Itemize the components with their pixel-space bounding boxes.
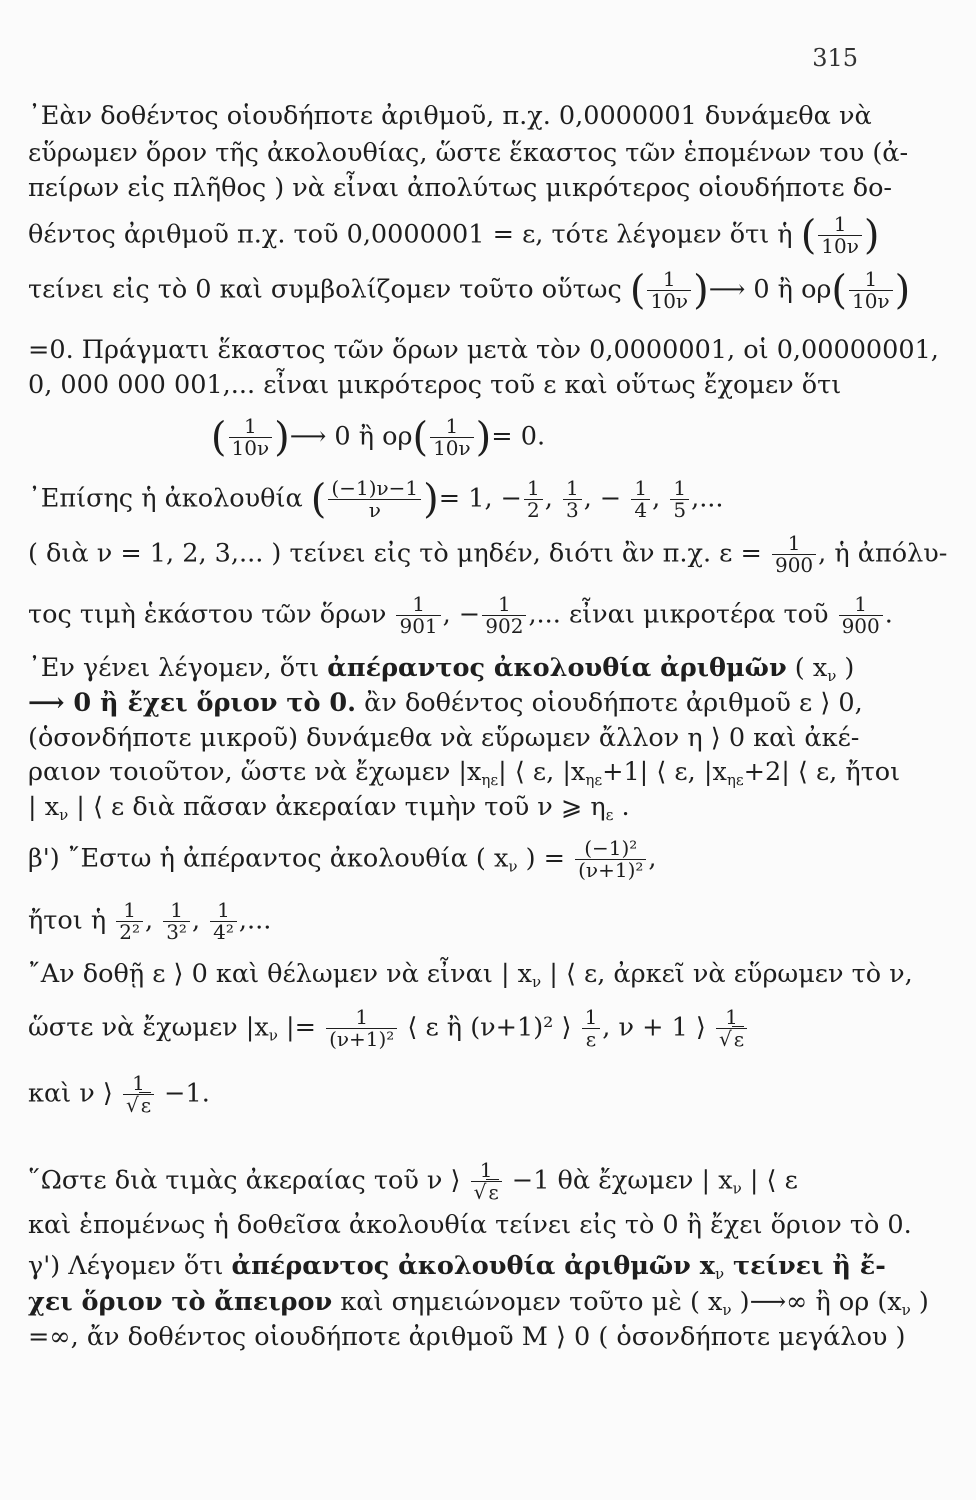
text-line: καὶ ν ⟩ $\frac{1}{√ \varepsilon}$ −1. [28, 1071, 210, 1117]
text-line: =∞, ἄν δοθέντος οἱουδήποτε ἀριθμοῦ M ⟩ 0 ( ὁσονδήποτε μεγάλου ) [28, 1322, 906, 1352]
fraction: $\frac{\text{(−1)²}}{\text{(ν+1)²}}$ [575, 838, 646, 881]
text-line: ᾿Εν γένει λέγομεν, ὅτι ἀπέραντος ἀκολουθία ἀριθμῶν ( $x_\nu$ ) [28, 653, 855, 685]
fraction: $\frac{1}{5}$ [670, 478, 689, 521]
text-line: ᾿Εὰν δοθέντος οἱουδήποτε ἀριθμοῦ, π.χ. 0,0000001 δυνάμεθα νὰ [28, 101, 872, 131]
definition-bold: ἀπέραντος ἀκολουθία ἀριθμῶν x [231, 1251, 715, 1281]
definition-bold: τείνει ἢ ἔ- [724, 1251, 886, 1281]
text-line: εὕρωμεν ὅρον τῆς ἀκολουθίας, ὥστε ἕκαστος τῶν ἑπομένων του (ἀ- [28, 138, 909, 168]
fraction: $\frac{1}{\text{4²}}$ [210, 900, 237, 943]
text-line: καὶ ἑπομένως ἡ δοθεῖσα ἀκολουθία τείνει εἰς τὸ 0 ἢ ἔχει ὅριον τὸ 0. [28, 1210, 912, 1240]
fraction: $\frac{1}{√ \varepsilon}$ [471, 1160, 502, 1203]
formula-line: ( $\frac{1}{10\nu}$ )⟶ 0 ἢ ορ( $\frac{1}{10\nu}$ )= 0. [210, 414, 546, 461]
text-line: ραιον τοιοῦτον, ὥστε νὰ ἔχωμεν $|x_{\eta\varepsilon}|$ ⟨ ε, $|x_{\eta\varepsilon}+1|$ ⟨ ε, $|x_{\eta\varepsilon}+2|$ ⟨ ε, ἤτοι [28, 757, 901, 789]
fraction: $\frac{1}{\text{3²}}$ [163, 900, 190, 943]
fraction: $\frac{1}{10\nu}$ [818, 214, 862, 257]
fraction: $\frac{1}{10\nu}$ [849, 269, 893, 312]
text-line: πείρων εἰς πλῆθος ) νὰ εἶναι ἀπολύτως μικρότερος οἱουδήποτε δο- [28, 173, 893, 203]
text-line: τείνει εἰς τὸ 0 καὶ συμβολίζομεν τοῦτο οὕτως ( $\frac{1}{10\nu}$ )⟶ 0 ἢ ορ( $\frac{1}{10\nu}$ ) [28, 267, 911, 314]
text-line: ὥστε νὰ ἔχωμεν $|x_\nu$ |= $\frac{1}{\text{(ν+1)²}}$ ⟨ ε ἢ (ν+1)² ⟩ $\frac{1}{\varepsilon}$ , ν + 1 ⟩ $\frac{1}{√ \varepsilon}$ [0, 1007, 976, 1050]
fraction: $\frac{1}{√ \varepsilon}$ [123, 1073, 154, 1116]
definition-bold: ⟶ 0 ἢ ἔχει ὅριον τὸ 0. [28, 688, 357, 718]
fraction: $\frac{1}{\text{2²}}$ [116, 900, 143, 943]
page-number: 315 [812, 44, 858, 72]
fraction: $\frac{1}{4}$ [631, 478, 650, 521]
text-line: ᾿Επίσης ἡ ἀκολουθία ( $\frac{(-1)\nu-1}{\nu}$ )= 1, − $\frac{1}{2}$ , $\frac{1}{3}$ , − $\frac{1}{4}$ , $\frac{1}{5}$ ,... [28, 476, 724, 523]
text-line: ( διὰ ν = 1, 2, 3,... ) τείνει εἰς τὸ μηδέν, διότι ἂν π.χ. ε = $\frac{1}{900}$ , ἡ ἀπόλυ- [28, 531, 948, 577]
fraction: $\frac{1}{10\nu}$ [647, 269, 691, 312]
fraction: $\frac{1}{901}$ [396, 594, 440, 637]
fraction: $\frac{1}{10\nu}$ [229, 416, 273, 459]
fraction: $\frac{1}{902}$ [482, 594, 526, 637]
definition-bold: ἀπέραντος ἀκολουθία ἀριθμῶν [327, 653, 787, 683]
fraction: $\frac{(-1)\nu-1}{\nu}$ [328, 478, 421, 521]
text-line: ⟶ 0 ἢ ἔχει ὅριον τὸ 0. ἂν δοθέντος οἱουδήποτε ἀριθμοῦ ε ⟩ 0, [28, 688, 863, 718]
fraction: $\frac{1}{√ \varepsilon}$ [716, 1007, 747, 1050]
fraction: $\frac{1}{2}$ [524, 478, 543, 521]
fraction: $\frac{1}{\text{(ν+1)²}}$ [326, 1007, 397, 1050]
text-line: ῎Αν δοθῇ ε ⟩ 0 καὶ θέλωμεν νὰ εἶναι | $x_\nu$ | ⟨ ε, ἀρκεῖ νὰ εὕρωμεν τὸ ν, [28, 959, 913, 991]
text-line: χει ὅριον τὸ ἄπειρον καὶ σημειώνομεν τοῦτο μὲ ( $x_\nu$ )⟶∞ ἢ ορ ($x_\nu$ ) [28, 1287, 929, 1319]
fraction: $\frac{1}{900}$ [839, 594, 883, 637]
text-line: γ') Λέγομεν ὅτι ἀπέραντος ἀκολουθία ἀριθμῶν $x_\nu$ τείνει ἢ ἔ- [28, 1251, 886, 1283]
text-line: τος τιμὴ ἑκάστου τῶν ὅρων $\frac{1}{901}$ , − $\frac{1}{902}$ ,... εἶναι μικροτέρα τοῦ $\frac{1}{900}$ . [28, 592, 893, 638]
fraction: $\frac{1}{3}$ [563, 478, 582, 521]
text-line: β') ῎Εστω ἡ ἀπέραντος ἀκολουθία ( $x_\nu$ ) = $\frac{\text{(−1)²}}{\text{(ν+1)²}}$ , [28, 836, 657, 882]
text-line: ῞Ωστε διὰ τιμὰς ἀκεραίας τοῦ ν ⟩ $\frac{1}{√ \varepsilon}$ −1 θὰ ἔχωμεν | $x_\nu$ | ⟨ ε [28, 1158, 798, 1204]
fraction: $\frac{1}{\varepsilon}$ [582, 1007, 601, 1050]
definition-bold: χει ὅριον τὸ ἄπειρον [28, 1287, 333, 1317]
text-line: θέντος ἀριθμοῦ π.χ. τοῦ 0,0000001 = ε, τότε λέγομεν ὅτι ἡ ( $\frac{1}{10\nu}$ ) [28, 212, 880, 259]
text-line: =0. Πράγματι ἕκαστος τῶν ὅρων μετὰ τὸν 0,0000001, οἱ 0,00000001, [28, 335, 939, 365]
text-line: ἤτοι ἡ $\frac{1}{\text{2²}}$ , $\frac{1}{\text{3²}}$ , $\frac{1}{\text{4²}}$ ,... [28, 898, 272, 944]
text-line: | $x_\nu$ | ⟨ ε διὰ πᾶσαν ἀκεραίαν τιμὴν τοῦ ν ⩾ $\eta_\varepsilon$ . [28, 792, 630, 824]
text-line: 0, 000 000 001,... εἶναι μικρότερος τοῦ ε καὶ οὕτως ἔχομεν ὅτι [28, 370, 842, 400]
text-line: (ὁσονδήποτε μικροῦ) δυνάμεθα νὰ εὕρωμεν ἄλλον η ⟩ 0 καὶ ἀκέ- [28, 723, 860, 753]
fraction: $\frac{1}{10\nu}$ [430, 416, 474, 459]
fraction: $\frac{1}{900}$ [772, 533, 816, 576]
